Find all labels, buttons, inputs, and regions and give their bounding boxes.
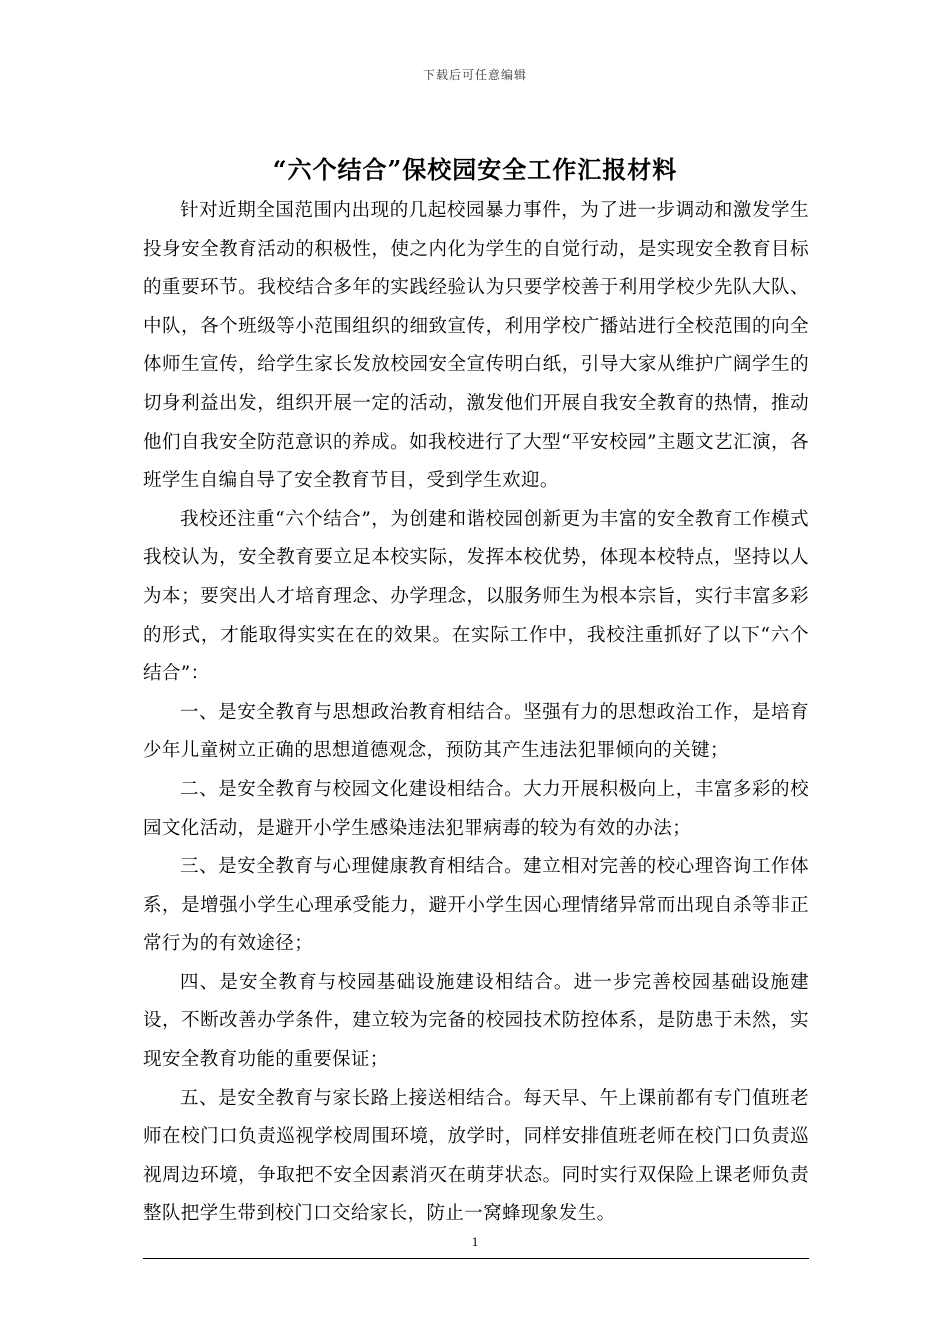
document-body: [143, 192, 809, 1234]
page-number: 1: [471, 1234, 479, 1249]
paragraph: 我校还注重“六个结合”，为创建和谐校园创新更为丰富的安全教育工作模式我校认为，安全教育要立足本校实际，发挥本校优势，体现本校特点，坚持以人为本；要突出人才培育理念、办学理念，以服务师生为根本宗旨，实行丰富多彩的形式，才能取得实实在在的效果。在实际工作中，我校注重抓好了以下“六个结合”：: [143, 508, 809, 685]
paragraph: 五、是安全教育与家长路上接送相结合。每天早、午上课前都有专门值班老师在校门口负责巡视学校周围环境，放学时，同样安排值班老师在校门口负责巡视周边环境，争取把不安全因素消灭在萌芽状态。同时实行双保险上课老师负责整队把学生带到校门口交给家长，防止一窝蜂现象发生。: [143, 1087, 809, 1225]
paragraph: 一、是安全教育与思想政治教育相结合。坚强有力的思想政治工作，是培育少年儿童树立正确的思想道德观念，预防其产生违法犯罪倾向的关键；: [143, 701, 809, 762]
footer-divider: [143, 1258, 809, 1259]
document-title: “六个结合”保校园安全工作汇报材料: [272, 155, 678, 184]
paragraph: 四、是安全教育与校园基础设施建设相结合。进一步完善校园基础设施建设，不断改善办学条件，建立较为完备的校园技术防控体系，是防患于未然，实现安全教育功能的重要保证；: [143, 971, 809, 1071]
header-note: 下载后可任意编辑: [422, 68, 527, 82]
paragraph: 三、是安全教育与心理健康教育相结合。建立相对完善的校心理咨询工作体系，是增强小学生心理承受能力，避开小学生因心理情绪异常而出现自杀等非正常行为的有效途径；: [143, 856, 809, 955]
paragraph: 二、是安全教育与校园文化建设相结合。大力开展积极向上，丰富多彩的校园文化活动，是避开小学生感染违法犯罪病毒的较为有效的办法；: [143, 778, 809, 839]
paragraph: 针对近期全国范围内出现的几起校园暴力事件，为了进一步调动和激发学生投身安全教育活动的积极性，使之内化为学生的自觉行动，是实现安全教育目标的重要环节。我校结合多年的实践经验认为只要学校善于利用学校少先队大队、中队，各个班级等小范围组织的细致宣传，利用学校广播站进行全校范围的向全体师生宣传，给学生家长发放校园安全宣传明白纸，引导大家从维护广阔学生的切身利益出发，组织开展一定的活动，激发他们开展自我安全教育的热情，推动他们自我安全防范意识的养成。如我校进行了大型“平安校园”主题文艺汇演，各班学生自编自导了安全教育节目，受到学生欢迎。: [143, 200, 809, 492]
